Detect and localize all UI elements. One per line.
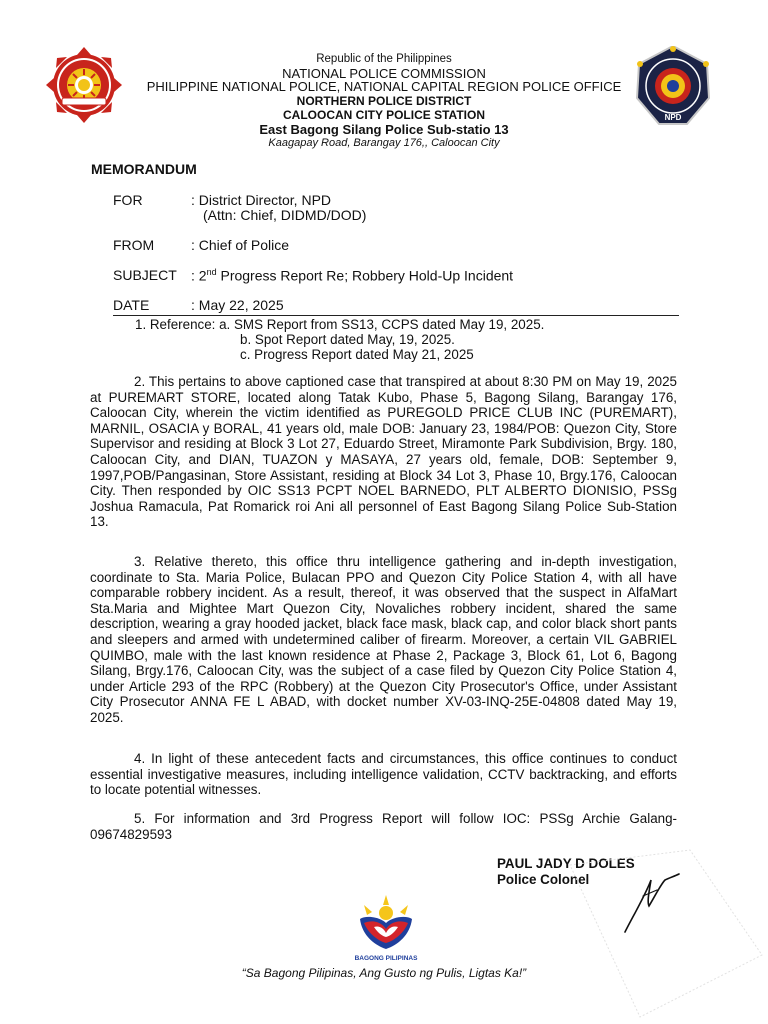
- paragraph-2-text: 2. This pertains to above captioned case that transpired at about 8:30 PM on May 19, 2025 at PUREMART STORE, located along Tatak Kubo, Phase 5, Bagong Silang, Barangay 176, Caloocan City, wherein the victim identified as PUREGOLD PRICE CLUB INC (PUREMART), MARNIL, OSACIA y BORAL, 41 years old, male DOB: January 23, 1984/POB: Quezon City, Store Supervisor and residing at Block 3 Lot 27, Eduardo Street, Miramonte Park Subdivision, Brgy. 180, Caloocan City, and DIAN, TUAZON y MASAYA, 27 years old, female, DOB: September 9, 1997,POB/Pangasinan, Store Assistant, residing at Block 34 Lot 3, Phase 10, Brgy.176, Caloocan City. Then responded by OIC SS13 PCPT NOEL BARNEDO, PLT ALBERTO DIONISIO, PSSg Joshua Ramacula, Pat Romarick roi Ani all personnel of East Bagong Silang Police Sub-Station 13.: [90, 374, 677, 530]
- header-napolcom: NATIONAL POLICE COMMISSION: [282, 66, 486, 81]
- paragraph-5: [90, 811, 677, 842]
- subject-prefix: : 2: [191, 267, 207, 284]
- paragraph-3-text: 3. Relative thereto, this office thru intelligence gathering and in-depth investigation, coordinate to Sta. Maria Police, Bulacan PPO and Quezon City Police Station 4, with all have comparable robbery incident. As a result, thereof, it was observed that the suspect in AlfaMart Sta.Maria and Mightee Mart Quezon City, Novaliches robbery incident, shared the same description, wearing a gray hooded jacket, black face mask, black cap, and color black short pants and sleepers and armed with undetermined caliber of firearm. Moreover, a certain VIL GABRIEL QUIMBO, male with the last known residence at Phase 2, Package 3, Block 61, Lot 6, Bagong Silang, Brgy.176, Caloocan City, was the subject of a case filed by Quezon City Police Station 4, under Article 293 of the RPC (Robbery) at the Quezon City Prosecutor's Office, under Assistant City Prosecutor ANNA FE L ABAD, with docket number XV-03-INQ-25E-04808 dated May 19, 2025.: [90, 554, 677, 725]
- header-pnp-ncrpo: PHILIPPINE NATIONAL POLICE, NATIONAL CAPITAL REGION POLICE OFFICE: [146, 79, 622, 94]
- reference-a: 1. Reference: a. SMS Report from SS13, CCPS dated May 19, 2025.: [135, 317, 545, 332]
- paragraph-4-text: 4. In light of these antecedent facts and circumstances, this office continues to conduct essential investigative measures, including intelligence validation, CCTV backtracking, and efforts to locate potential witnesses.: [90, 751, 677, 798]
- signatory-name: PAUL JADY D DOLES: [497, 856, 635, 871]
- for-label: FOR: [113, 192, 143, 208]
- header-station: CALOOCAN CITY POLICE STATION: [282, 108, 485, 122]
- subject-rest: Progress Report Re; Robbery Hold-Up Incident: [216, 267, 514, 284]
- paragraph-4: [90, 751, 677, 798]
- header-district: NORTHERN POLICE DISTRICT: [296, 94, 472, 108]
- paragraph-2: [90, 374, 677, 530]
- reference-b: b. Spot Report dated May, 19, 2025.: [240, 332, 455, 347]
- header-substation: East Bagong Silang Police Sub-statio 13: [259, 122, 509, 137]
- date-label: DATE: [113, 297, 150, 313]
- from-value: : Chief of Police: [191, 237, 290, 253]
- subject-sup: nd: [206, 267, 217, 277]
- subject-value: [191, 267, 513, 284]
- header-divider: [113, 315, 679, 316]
- paragraph-3: [90, 554, 677, 726]
- bagong-pilipinas-text: BAGONG PILIPINAS: [354, 955, 418, 962]
- paragraph-5-text: 5. For information and 3rd Progress Report will follow IOC: PSSg Archie Galang-09674829593: [90, 811, 677, 842]
- header-republic: Republic of the Philippines: [316, 53, 452, 65]
- from-label: FROM: [113, 237, 155, 253]
- for-value: : District Director, NPD: [191, 192, 332, 208]
- npd-logo-text: NPD: [664, 113, 682, 122]
- for-attn: (Attn: Chief, DIDMD/DOD): [203, 207, 367, 223]
- date-value: : May 22, 2025: [191, 297, 284, 313]
- received-stamp-outline: [540, 845, 765, 1020]
- header-address: Kaagapay Road, Barangay 176,, Caloocan City: [268, 137, 500, 149]
- signatory-rank: Police Colonel: [497, 872, 590, 887]
- footer-tagline: “Sa Bagong Pilipinas, Ang Gusto ng Pulis, Ligtas Ka!”: [241, 966, 527, 980]
- reference-c: c. Progress Report dated May 21, 2025: [240, 347, 474, 362]
- bagong-pilipinas-logo: [346, 893, 426, 963]
- subject-label: SUBJECT: [113, 267, 177, 283]
- memo-title: MEMORANDUM: [91, 161, 197, 177]
